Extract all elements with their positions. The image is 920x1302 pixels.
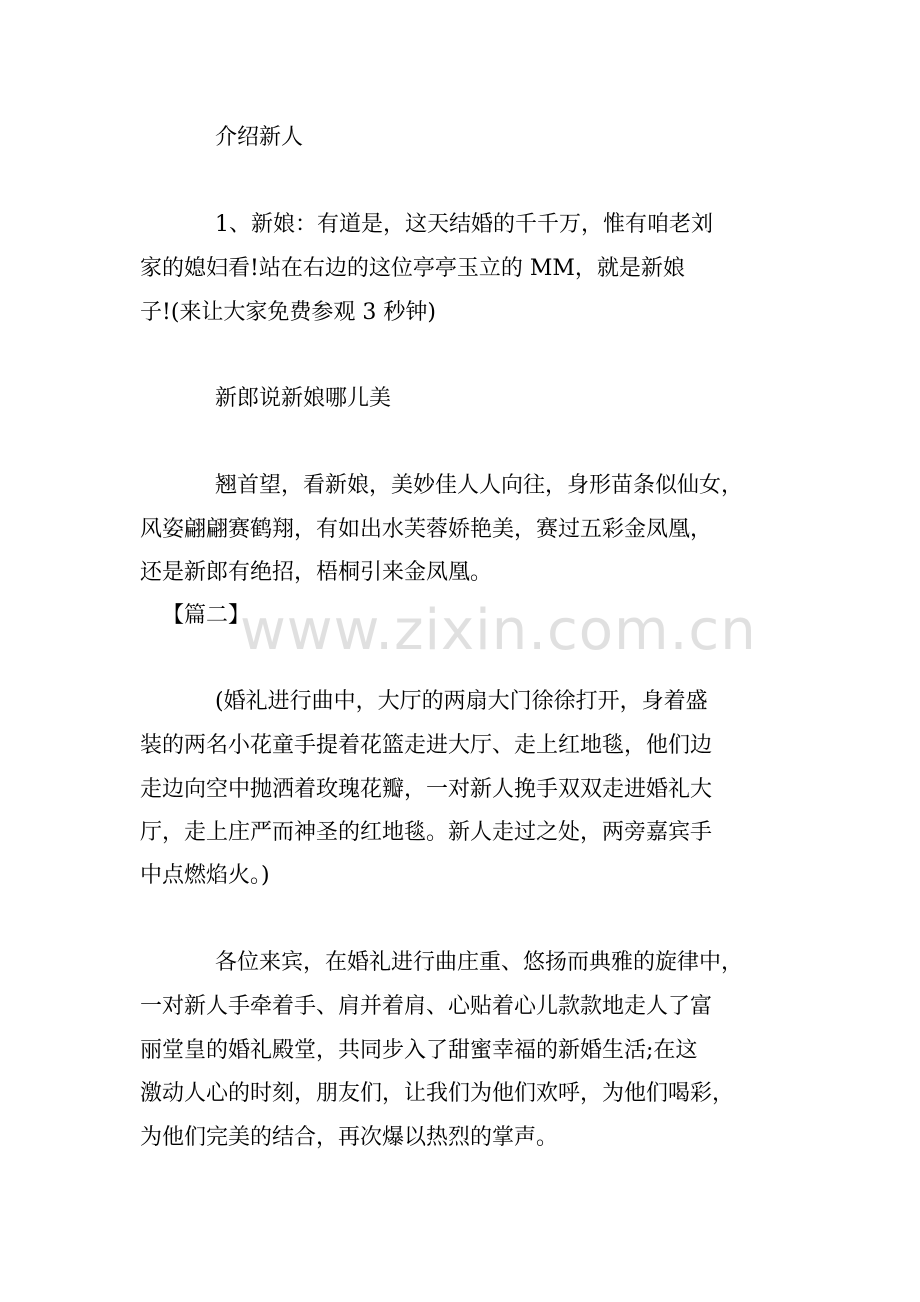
heading-intro: 介绍新人 [215,125,304,150]
stage-direction-line: 装的两名小花童手提着花篮走进大厅、走上红地毯，他们边 [140,733,713,758]
heading-groom: 新郎说新娘哪儿美 [215,386,392,411]
watermark: www.zixin.com.cn [240,598,757,663]
stage-direction-line: (婚礼进行曲中，大厅的两扇大门徐徐打开，身着盛 [215,689,708,714]
address-line: 一对新人手牵着手、肩并着肩、心贴着心儿款款地走人了富 [140,994,713,1019]
bride-intro-line: 1、新娘：有道是，这天结婚的千千万，惟有咱老刘 [215,212,713,237]
stage-direction-line: 中点燃焰火。) [140,863,270,888]
address-line: 激动人心的时刻，朋友们，让我们为他们欢呼，为他们喝彩， [140,1081,735,1106]
bride-intro-line: 子!(来让大家免费参观 3 秒钟) [140,300,436,325]
poem-line: 风姿翩翩赛鹤翔，有如出水芙蓉娇艳美，赛过五彩金凤凰， [140,517,713,542]
stage-direction-line: 走边向空中抛洒着玫瑰花瓣，一对新人挽手双双走进婚礼大 [140,777,713,802]
address-line: 各位来宾，在婚礼进行曲庄重、悠扬而典雅的旋律中， [215,950,744,975]
address-line: 为他们完美的结合，再次爆以热烈的掌声。 [140,1125,559,1150]
poem-line: 翘首望，看新娘，美妙佳人人向往，身形苗条似仙女， [215,473,744,498]
section-label: 【篇二】 [162,603,251,628]
address-line: 丽堂皇的婚礼殿堂，共同步入了甜蜜幸福的新婚生活;在这 [140,1038,698,1063]
poem-line: 还是新郎有绝招，梧桐引来金凤凰。 [140,560,493,585]
stage-direction-line: 厅，走上庄严而神圣的红地毯。新人走过之处，两旁嘉宾手 [140,820,713,845]
bride-intro-line: 家的媳妇看!站在右边的这位亭亭玉立的 MM，就是新娘 [140,256,685,281]
